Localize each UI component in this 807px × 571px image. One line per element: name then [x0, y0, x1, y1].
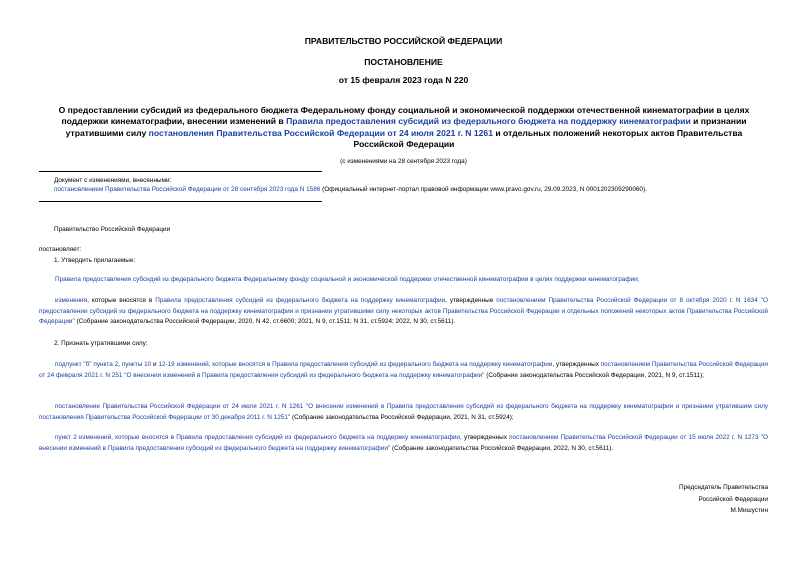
item-2-a-text-1: , — [118, 361, 122, 368]
item-2-c — [39, 433, 768, 454]
item-2-c-text-1: , утвержденных — [459, 434, 510, 441]
item-1: 1. Утвердить прилагаемые: — [54, 257, 136, 264]
signature-org: Российской Федерации — [698, 495, 768, 503]
item-2: 2. Признать утратившими силу: — [54, 340, 148, 347]
decrees-word: постановляет: — [39, 246, 82, 253]
changes-caption: Документ с изменениями, внесенными: — [54, 177, 172, 184]
divider-bottom — [39, 201, 322, 202]
title-link-decree-1261[interactable]: постановления Правительства Российской Федерации от 24 июля 2021 г. N 1261 — [148, 127, 493, 138]
item-1-b-link-changes[interactable]: изменения — [55, 297, 88, 304]
item-2-c-link-decree-1273[interactable]: постановлением Правительства Российской Федерации от 15 июля 2022 г. N 1273 "О внесении изменений в Правила предоставления субсидий из федерального бюджета на поддержку кинематографии" — [39, 434, 768, 452]
gov-name: Правительство Российской Федерации — [54, 226, 171, 233]
item-2-b-link-decree-1261[interactable]: постановление Правительства Российской Федерации от 24 июля 2021 г. N 1261 "О внесении изменений в Правила предоставления субсидий из федерального бюджета на поддержку кинематографии и признании утратившим силу постановления Правительства Российской Федерации от 30 декабря 2011 г. N 1251" — [39, 403, 768, 421]
title-text-3: и отдельных положений некоторых актов Правительства Российской Федерации — [353, 127, 743, 149]
item-1-b-text-2: , утвержденные — [445, 297, 497, 304]
item-2-c-text-2: (Собрание законодательства Российской Федерации, 2022, N 30, ст.5611). — [390, 444, 614, 452]
item-1-b-text-1: , которые вносятся в — [87, 297, 156, 304]
item-1-b-link-decree-1634[interactable]: постановлением Правительства Российской Федерации от 8 октября 2020 г. N 1634 "О предоставлении субсидий из федерального бюджета на поддержку кинематографии и признании утратившими силу некоторых актов Правительства Российской Федерации и отдельных положений некоторых актов Правительства Российской Федерации" — [39, 297, 768, 325]
item-2-a-link-decree-251[interactable]: постановлением Правительства Российской Федерации от 24 февраля 2021 г. N 251 "О внесении изменений в Правила предоставления субсидий из федерального бюджета на поддержку кинематографии" — [39, 361, 768, 379]
item-2-a-link-subparagraph[interactable]: подпункт "б" пункта 2 — [55, 361, 119, 368]
item-2-a — [39, 360, 768, 381]
item-1-b-text-3: (Собрание законодательства Российской Федерации, 2020, N 42, ст.6600; 2021, N 9, ст.1511; N 31, ст.5924; 2022, N 30, ст.5611). — [74, 318, 456, 325]
edition-note: (с изменениями на 28 сентября 2023 года) — [340, 158, 467, 165]
item-1-a — [39, 275, 768, 286]
signature-block — [679, 482, 768, 517]
item-2-a-text-2: и — [151, 361, 159, 368]
item-1-a-link[interactable]: Правила предоставления субсидий из федерального бюджета Федеральному фонду социальной и экономической поддержки отечественной кинематографии в целях поддержки кинематографии; — [55, 276, 640, 283]
signature-name: М.Мишустин — [730, 507, 768, 515]
government-heading: ПРАВИТЕЛЬСТВО РОССИЙСКОЙ ФЕДЕРАЦИИ — [304, 36, 503, 46]
document-date-number: от 15 февраля 2023 года N 220 — [338, 75, 469, 85]
item-2-a-text-4: (Собрание законодательства Российской Федерации, 2021, N 9, ст.1511); — [484, 371, 704, 379]
changes-entry — [54, 185, 774, 194]
changes-entry-rest: (Официальный интернет-портал правовой информации www.pravo.gov.ru, 29.09.2023, N 0001202309290060). — [320, 186, 647, 193]
signature-title: Председатель Правительства — [679, 484, 768, 491]
item-2-b — [39, 402, 768, 423]
item-2-a-link-points-12-19[interactable]: 12-19 изменений, которые вносятся в Правила предоставления субсидий из федерального бюджета на поддержку кинематографии — [158, 361, 553, 368]
item-2-c-link-point-2[interactable]: пункт 2 изменений, которые вносятся в Правила предоставления субсидий из федерального бюджета на поддержку кинематографии — [55, 434, 460, 441]
document-type: ПОСТАНОВЛЕНИЕ — [364, 57, 443, 67]
title-text-2: и признании утратившими силу — [65, 116, 747, 138]
document-title — [48, 105, 760, 150]
divider-top — [39, 171, 322, 172]
item-2-a-link-points-10[interactable]: пункты 10 — [121, 361, 152, 368]
item-2-b-text-1: (Собрание законодательства Российской Федерации, 2021, N 31, ст.5924); — [290, 413, 514, 421]
item-1-b — [39, 296, 768, 328]
title-text-1: О предоставлении субсидий из федерального бюджета Федеральному фонду социальной и экономической поддержки отечественной кинематографии в целях поддержки кинематографии, внесении изменений в — [58, 105, 750, 127]
changes-link-decree-1586[interactable]: постановлением Правительства Российской Федерации от 28 сентября 2023 года N 1586 — [54, 186, 321, 193]
title-link-rules[interactable]: Правила предоставления субсидий из федерального бюджета на поддержку кинематографии — [286, 116, 691, 127]
item-2-a-text-3: , утвержденных — [552, 361, 601, 368]
item-1-b-link-rules[interactable]: Правила предоставления субсидий из федерального бюджета на поддержку кинематографии — [155, 297, 446, 304]
